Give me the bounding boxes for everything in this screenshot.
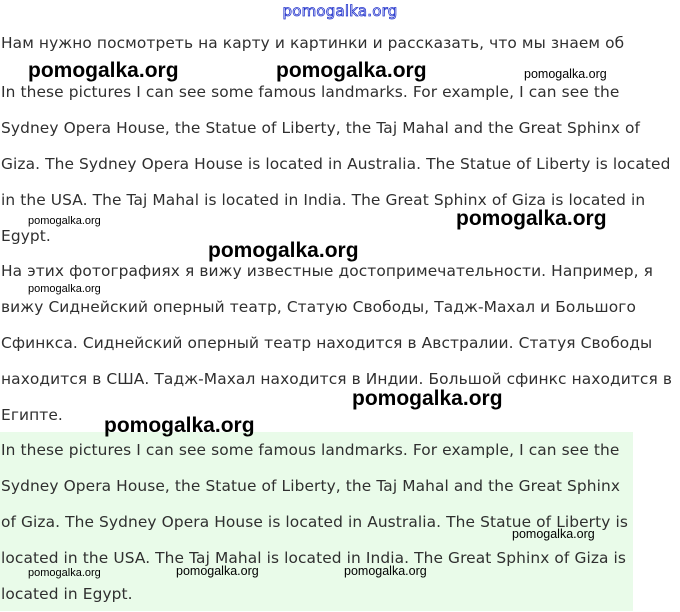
watermark: pomogalka.org (456, 207, 607, 230)
watermark: pomogalka.org (28, 283, 101, 295)
watermark: pomogalka.org (104, 414, 255, 437)
russian-translation-paragraph: На этих фотографиях я вижу известные достопримечательности. Например, я вижу Сиднейский оперный театр, Статую Свободы, Тадж-Махал и Большого Сфинкса. Сиднейский оперный театр находится в Австралии. Статуя Свободы находится в США. Тадж-Махал находится в Индии. Большой сфинкс находится в Египте. (1, 262, 673, 424)
watermark: pomogalka.org (512, 527, 595, 541)
site-header-link[interactable]: pomogalka.org (282, 2, 398, 20)
watermark: pomogalka.org (344, 564, 427, 578)
english-paragraph: In these pictures I can see some famous landmarks. For example, I can see the Sydney Opera House, the Statue of Liberty, the Taj Mahal and the Great Sphinx of Giza. The Sydney Opera House is located in Australia. The Statue of Liberty is located in the USA. The Taj Mahal is located in India. The Great Sphinx of Giza is located in Egypt. (1, 83, 671, 245)
watermark: pomogalka.org (208, 239, 359, 262)
watermark: pomogalka.org (28, 215, 101, 227)
question-text: Нам нужно посмотреть на карту и картинки и рассказать, что мы знаем об (1, 34, 625, 52)
watermark: pomogalka.org (352, 387, 503, 410)
watermark: pomogalka.org (28, 567, 101, 579)
watermark: pomogalka.org (176, 564, 259, 578)
watermark: pomogalka.org (524, 67, 607, 81)
watermark: pomogalka.org (276, 59, 427, 82)
answer-paragraph: In these pictures I can see some famous landmarks. For example, I can see the Sydney Opera House, the Statue of Liberty, the Taj Mahal and the Great Sphinx of Giza. The Sydney Opera House is located in Australia. The Statue of Liberty is located in the USA. The Taj Mahal is located in India. The Great Sphinx of Giza is located in Egypt. (1, 441, 628, 603)
watermark: pomogalka.org (28, 59, 179, 82)
